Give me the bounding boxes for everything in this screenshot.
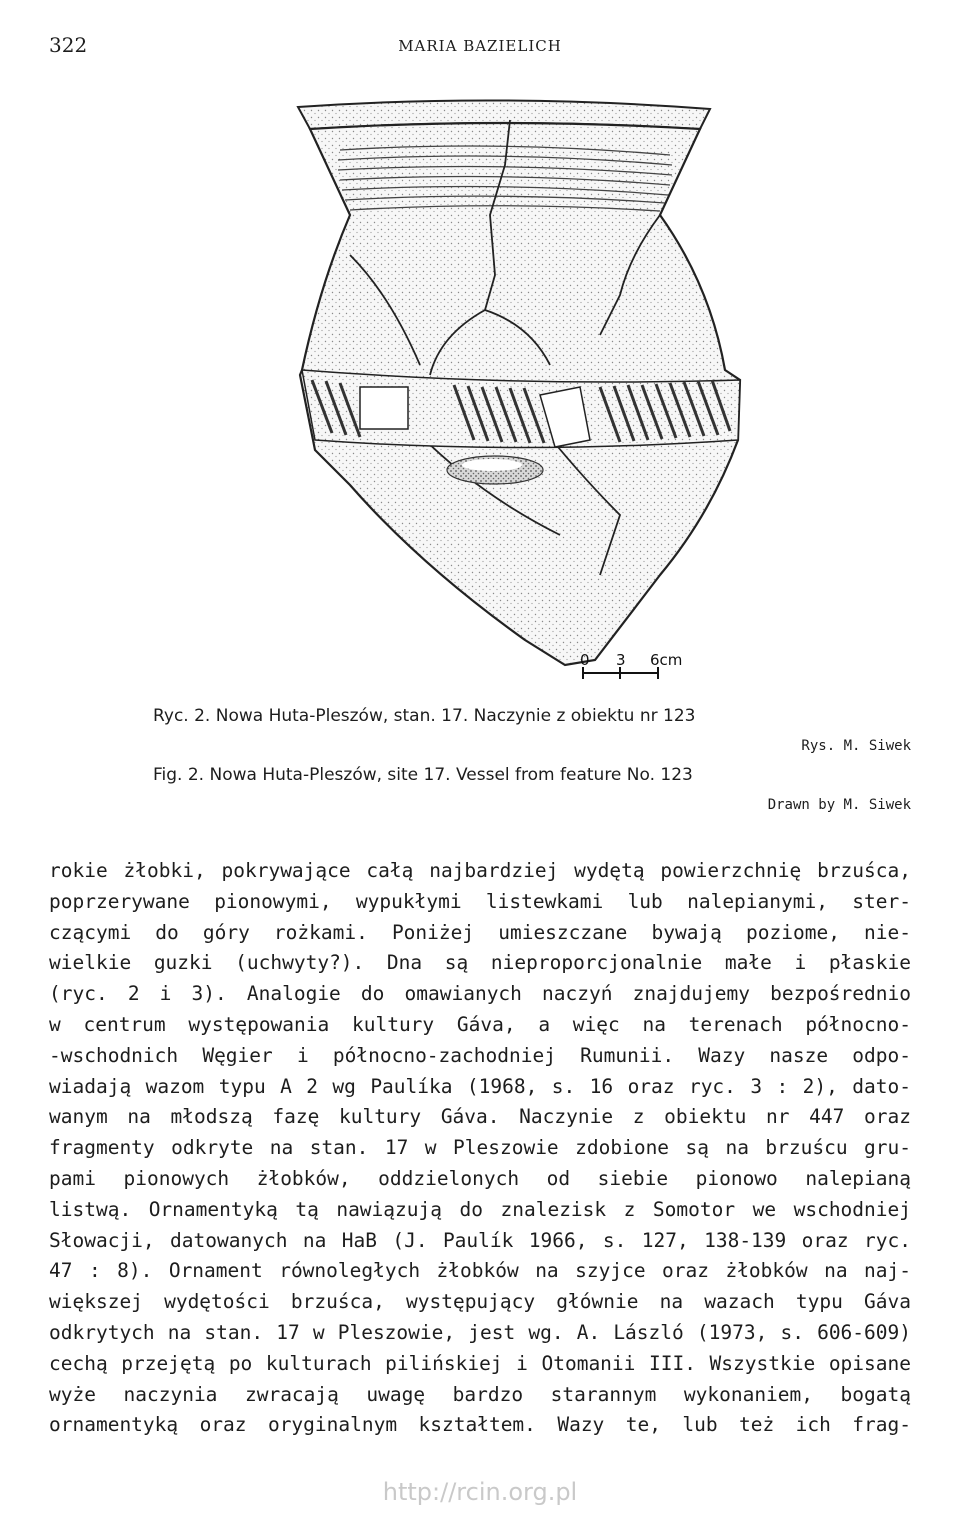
- figure-credit-en: Drawn by M. Siwek: [767, 797, 911, 813]
- body-line: czącymi do góry rożkami. Poniżej umieszczane bywają poziome, nie-: [49, 920, 911, 944]
- page-number: 322: [49, 33, 88, 57]
- body-line: 47 : 8). Ornament równoległych żłobków na szyjce oraz żłobków na naj-: [49, 1259, 911, 1283]
- body-line: wielkie guzki (uchwyty?). Dna są nieproporcjonalnie małe i płaskie: [49, 951, 911, 975]
- vessel-figure: [240, 95, 760, 695]
- figure-credit-pl: Rys. M. Siwek: [801, 738, 911, 754]
- body-line: wanym na młodszą fazę kultury Gáva. Naczynie z obiektu nr 447 oraz: [49, 1105, 911, 1129]
- body-line: cechą przejętą po kulturach pilińskiej i Otomanii III. Wszystkie opisane: [49, 1351, 911, 1375]
- shoulder-band: [302, 370, 740, 448]
- body-text: [49, 856, 911, 1441]
- scale-label-3: 3: [616, 651, 626, 669]
- body-line: fragmenty odkryte na stan. 17 w Pleszowie zdobione są na brzuścu gru-: [49, 1136, 911, 1160]
- body-line: Słowacji, datowanych na HaB (J. Paulík 1966, s. 127, 138-139 oraz ryc.: [49, 1228, 911, 1252]
- body-line: odkrytych na stan. 17 w Pleszowie, jest wg. A. László (1973, s. 606-609): [49, 1320, 911, 1344]
- body-line: listwą. Ornamentyką tą nawiązują do znalezisk z Somotor we wschodniej: [49, 1197, 911, 1221]
- watermark-url: http://rcin.org.pl: [382, 1478, 578, 1506]
- body-line: ornamentyką oraz oryginalnym kształtem. Wazy te, lub też ich frag-: [49, 1413, 911, 1437]
- body-line: wiadają wazom typu A 2 wg Paulíka (1968, s. 16 oraz ryc. 3 : 2), dato-: [49, 1074, 911, 1098]
- figure-caption-pl: Ryc. 2. Nowa Huta-Pleszów, stan. 17. Naczynie z obiektu nr 123: [153, 706, 696, 726]
- body-line: poprzerywane pionowymi, wypukłymi listewkami lub nalepianymi, ster-: [49, 889, 911, 913]
- running-head: MARIA BAZIELICH: [398, 37, 562, 55]
- body-line: pami pionowych żłobków, oddzielonych od siebie pionowo nalepianą: [49, 1166, 911, 1190]
- body-line: w centrum występowania kultury Gáva, a więc na terenach północno-: [49, 1012, 911, 1036]
- scale-label-6cm: 6cm: [650, 651, 683, 669]
- figure-caption-en: Fig. 2. Nowa Huta-Pleszów, site 17. Vessel from feature No. 123: [153, 765, 693, 785]
- body-line: rokie żłobki, pokrywające całą najbardziej wydętą powierzchnię brzuśca,: [49, 859, 911, 882]
- body-line: większej wydętości brzuśca, występujący głównie na wazach typu Gáva: [49, 1290, 911, 1314]
- body-line: (ryc. 2 i 3). Analogie do omawianych naczyń znajdujemy bezpośrednio: [49, 982, 911, 1006]
- vessel-drawing: [240, 95, 760, 695]
- body-line: wyże naczynia zwracają uwagę bardzo starannym wykonaniem, bogatą: [49, 1382, 911, 1406]
- scale-label-0: 0: [580, 651, 590, 669]
- body-line: -wschodnich Węgier i północno-zachodniej Rumunii. Wazy nasze odpo-: [49, 1043, 911, 1067]
